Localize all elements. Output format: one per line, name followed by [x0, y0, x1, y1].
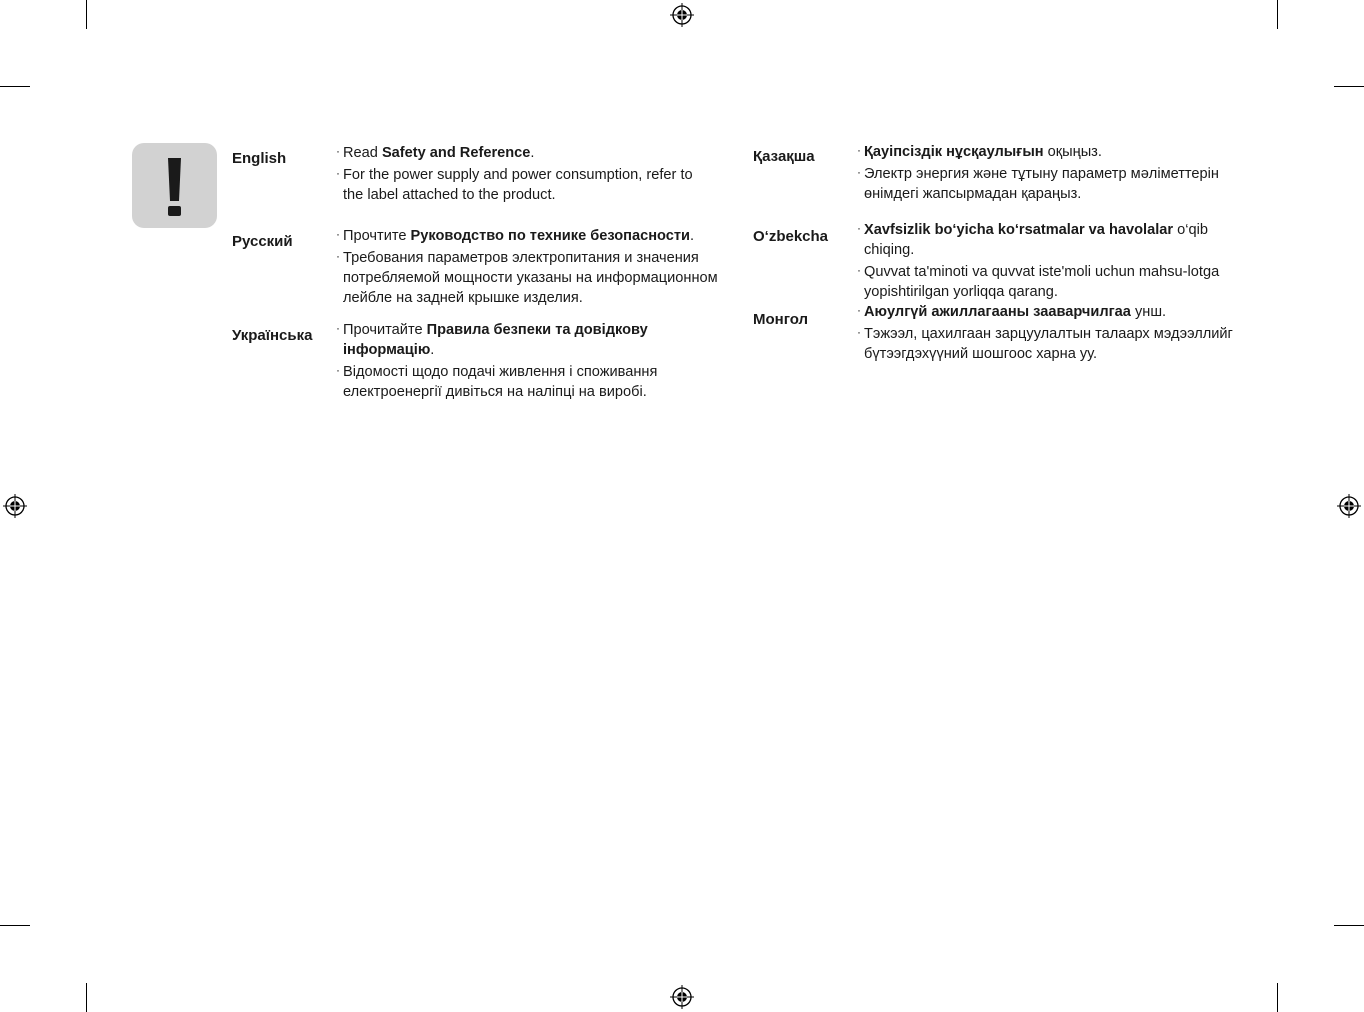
- crop-mark: [1277, 0, 1278, 29]
- registration-crosshair-icon: [670, 3, 694, 27]
- language-label: Українська: [232, 327, 313, 344]
- crop-mark: [86, 983, 87, 1012]
- language-label: Монгол: [753, 311, 809, 328]
- crop-mark: [1277, 983, 1278, 1012]
- crop-mark: [1334, 86, 1364, 87]
- instruction-line: · For the power supply and power consumption, refer to the label attached to the product.: [336, 166, 693, 203]
- language-label: Русский: [232, 233, 293, 250]
- language-label: Қазақша: [753, 148, 815, 165]
- registration-crosshair-icon: [670, 985, 694, 1009]
- instruction-block: [336, 320, 704, 402]
- registration-crosshair-icon: [3, 494, 27, 518]
- exclamation-warning-icon: [132, 143, 217, 228]
- instruction-line: · Электр энергия және тұтыну параметр мәліметтерін өнімдегі жапсырмадан қараңыз.: [857, 165, 1219, 202]
- instruction-line: · Аюулгүй ажиллагааны зааварчилгаа унш.: [857, 303, 1167, 320]
- instruction-line: · Қауіпсіздік нұсқаулығын оқыңыз.: [857, 143, 1102, 160]
- crop-mark: [1334, 925, 1364, 926]
- instruction-line: · Read Safety and Reference.: [336, 144, 535, 161]
- instruction-block: [857, 302, 1237, 364]
- language-label: English: [232, 150, 287, 167]
- instruction-line: · Quvvat ta'minoti va quvvat iste'moli uchun mahsu-lotga yopishtirilgan yorliqqa qarang.: [857, 263, 1220, 300]
- instruction-line: · Відомості щодо подачі живлення і споживання електроенергії дивіться на наліпці на виробі.: [336, 363, 658, 400]
- instruction-block: [336, 226, 732, 308]
- instruction-block: [857, 142, 1237, 204]
- crop-mark: [86, 0, 87, 29]
- instruction-block: [336, 143, 706, 205]
- instruction-line: · Прочитайте Правила безпеки та довідкову інформацію.: [336, 321, 648, 358]
- instruction-line: · Прочтите Руководство по технике безопасности.: [336, 227, 695, 244]
- instruction-line: · Тэжээл, цахилгаан зарцуулалтын талаарх мэдээллийг бүтээгдэхүүний шошгоос харна уу.: [857, 325, 1233, 362]
- crop-mark: [0, 925, 30, 926]
- language-label: O‘zbekcha: [753, 228, 829, 245]
- instruction-block: [857, 220, 1242, 302]
- instruction-line: · Xavfsizlik bo‘yicha ko‘rsatmalar va havolalar o‘qib chiqing.: [857, 221, 1208, 258]
- registration-crosshair-icon: [1337, 494, 1361, 518]
- crop-mark: [0, 86, 30, 87]
- instruction-line: · Требования параметров электропитания и значения потребляемой мощности указаны на информационном лейбле на задней крышке изделия.: [336, 249, 718, 306]
